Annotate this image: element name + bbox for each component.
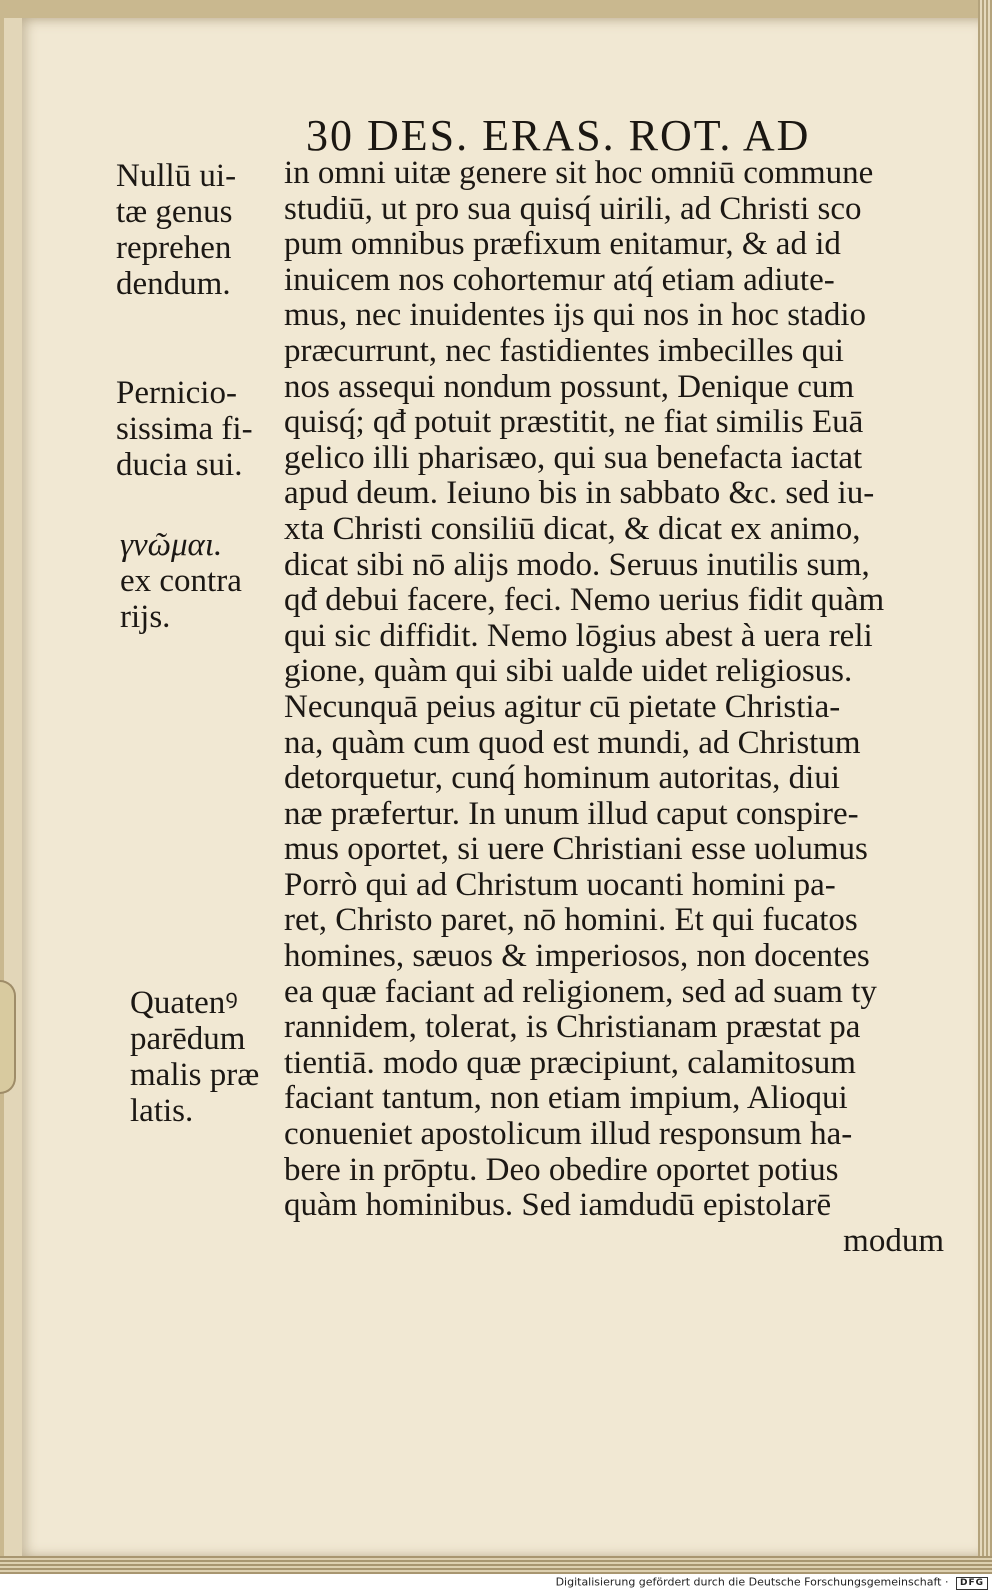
note-line: parēdum <box>130 1021 246 1057</box>
text-line: studiū, ut pro sua quisq́ uirili, ad Christi sco <box>284 190 862 227</box>
text-line: in omni uitæ genere sit hoc omniū commune <box>284 155 874 191</box>
note-line: sissima fi- <box>116 411 253 447</box>
page-edges <box>978 0 992 1574</box>
dfg-logo-icon: DFG <box>956 1577 988 1590</box>
text-line: tientiā. modo quæ præcipiunt, calamitosum <box>284 1044 856 1081</box>
text-line: ret, Christo paret, nō homini. Et qui fucatos <box>284 902 858 939</box>
binding-clasp <box>0 980 16 1094</box>
footer-credit: Digitalisierung gefördert durch die Deutsche Forschungsgemeinschaft · <box>555 1575 949 1589</box>
text-line: nos assequi nondum possunt, Denique cum <box>284 368 855 405</box>
text-line: inuicem nos cohortemur atq́ etiam adiute- <box>284 261 835 298</box>
text-line: præcurrunt, nec fastidientes imbecilles qui <box>284 332 844 369</box>
text-line: dicat sibi nō alijs modo. Seruus inutilis sum, <box>284 546 870 583</box>
main-text <box>284 156 954 1259</box>
text-line: detorquetur, cunq́ hominum autoritas, diui <box>284 760 840 797</box>
text-line: conueniet apostolicum illud responsum ha- <box>284 1116 853 1153</box>
text-line: mus oportet, si uere Christiani esse uolumus <box>284 831 868 868</box>
note-line: Quatenꝰ <box>130 985 238 1021</box>
note-line: Nullū ui- <box>116 158 237 194</box>
note-line: ex contra <box>120 563 242 599</box>
note-line: latis. <box>130 1093 194 1129</box>
digitization-footer <box>0 1574 1000 1593</box>
text-line: Necunquā peius agitur cū pietate Christia- <box>284 688 841 725</box>
text-line: gione, quàm qui sibi ualde uidet religiosus. <box>284 653 853 690</box>
note-line: dendum. <box>116 266 231 302</box>
text-line: xta Christi consiliū dicat, & dicat ex animo, <box>284 510 861 547</box>
text-line: pum omnibus præfixum enitamur, & ad id <box>284 226 841 263</box>
text-line: Porrò qui ad Christum uocanti homini pa- <box>284 866 836 903</box>
text-line: mus, nec inuidentes ijs qui nos in hoc stadio <box>284 297 867 334</box>
text-line: qui sic diffidit. Nemo lōgius abest à uera reli <box>284 617 873 654</box>
note-line: ducia sui. <box>116 447 243 483</box>
marginal-note-perniciosissima <box>116 375 253 483</box>
bottom-page-edges <box>0 1556 992 1574</box>
text-line: qđ debui facere, feci. Nemo uerius fidit quàm <box>284 582 885 619</box>
text-line: næ præfertur. In unum illud caput conspire- <box>284 795 859 832</box>
text-line: ea quæ faciant ad religionem, sed ad suam ty <box>284 973 877 1010</box>
marginal-note-quatenus <box>130 985 259 1129</box>
text-line: apud deum. Ieiuno bis in sabbato &c. sed iu- <box>284 475 875 512</box>
text-line: gelico illi pharisæo, qui sua benefacta iactat <box>284 439 863 476</box>
note-line-greek: γνῶμαι. <box>120 527 223 563</box>
note-line: reprehen <box>116 230 232 266</box>
text-line: quàm hominibus. Sed iamdudū epistolarē <box>284 1187 832 1224</box>
marginal-note-nullum <box>116 158 236 302</box>
note-line: rijs. <box>120 599 171 635</box>
text-line: na, quàm cum quod est mundi, ad Christum <box>284 724 861 761</box>
note-line: Pernicio- <box>116 375 237 411</box>
note-line: malis præ <box>130 1057 260 1093</box>
marginal-note-gnomai <box>120 527 242 635</box>
text-line: homines, sæuos & imperiosos, non docentes <box>284 938 870 975</box>
catchword: modum <box>843 1222 944 1259</box>
text-line: bere in prōptu. Deo obedire oportet potius <box>284 1151 839 1188</box>
text-line: rannidem, tolerat, is Christianam præstat pa <box>284 1009 861 1046</box>
text-line: quisq́; qđ potuit præstitit, ne fiat similis Euā <box>284 404 864 441</box>
note-line: tæ genus <box>116 194 233 230</box>
text-line: faciant tantum, non etiam impium, Alioqui <box>284 1080 848 1117</box>
running-head: 30 DES. ERAS. ROT. AD <box>306 111 811 160</box>
